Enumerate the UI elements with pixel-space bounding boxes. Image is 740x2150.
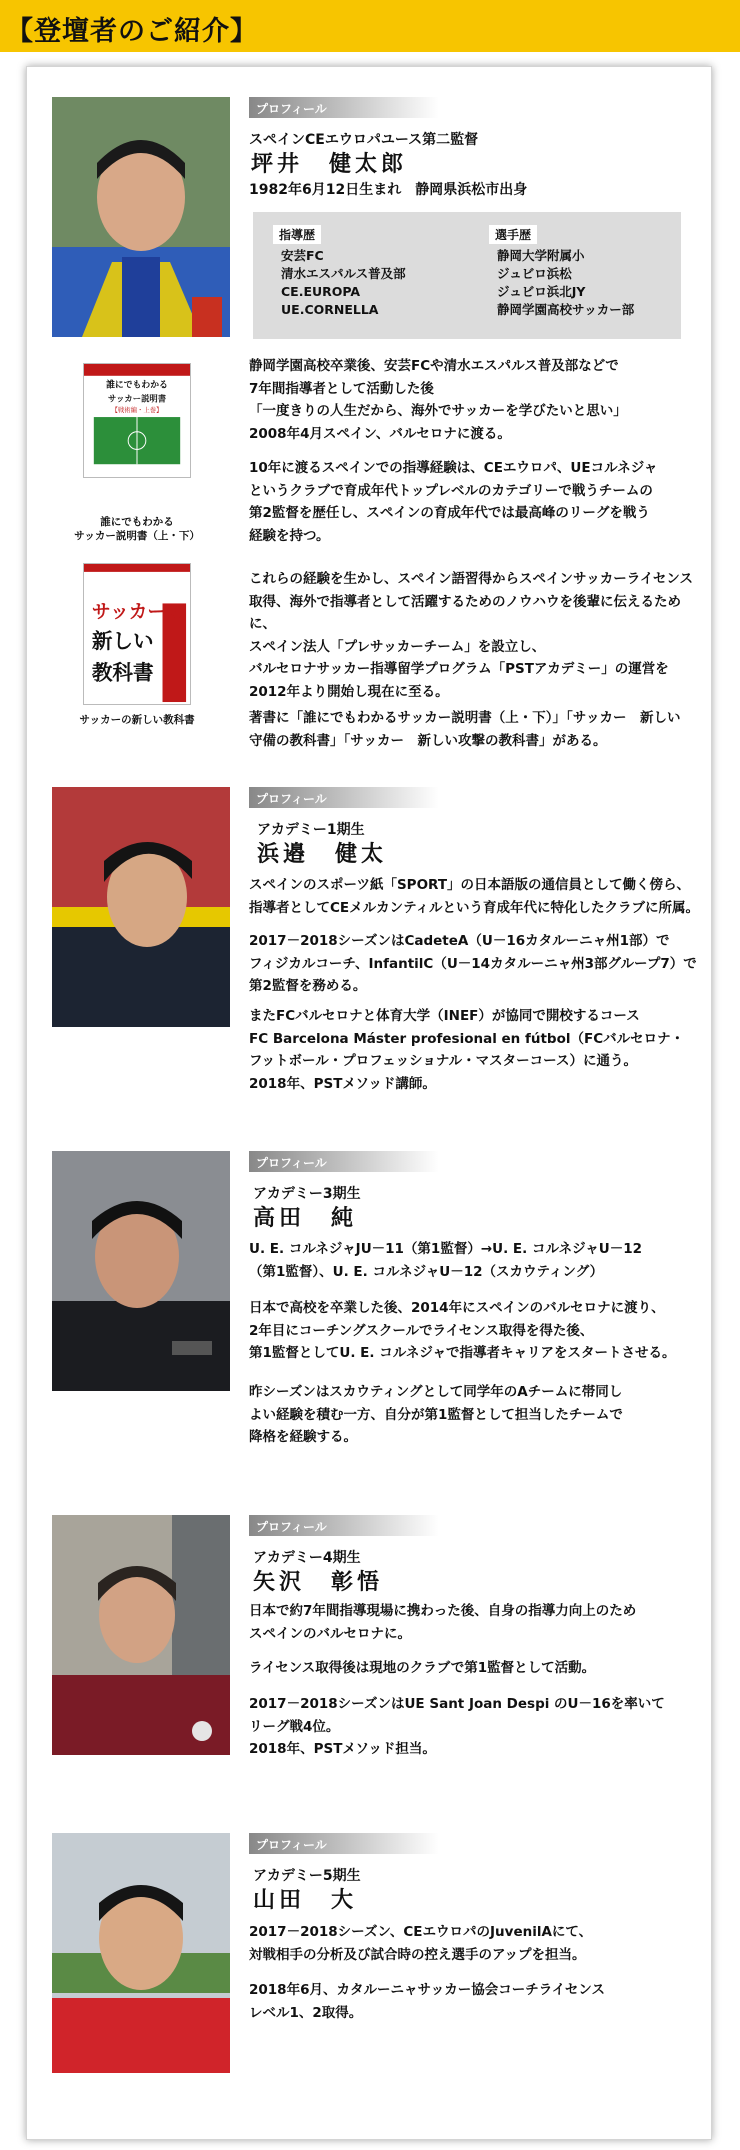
coaching-history xyxy=(273,224,406,319)
book-cover-1 xyxy=(83,363,191,478)
speaker-1-role: スペインCEエウロパユース第二監督 xyxy=(249,132,479,148)
speaker-3-profile-badge: プロフィール xyxy=(249,1151,439,1172)
speaker-4-paragraph: 日本で約7年間指導現場に携わった後、自身の指導力向上のため スペインのバルセロナに。 xyxy=(249,1603,637,1642)
speaker-4-profile-badge: プロフィール xyxy=(249,1515,439,1536)
player-item: ジュビロ浜松 xyxy=(497,266,572,281)
page-header xyxy=(0,0,740,52)
speaker-2-paragraph: スペインのスポーツ紙「SPORT」の日本語版の通信員として働く傍ら、 指導者としてCEメルカンティルという育成年代に特化したクラブに所属。 xyxy=(249,877,700,916)
book-2-caption: サッカーの新しい教科書 xyxy=(79,714,195,726)
player-history-label: 選手歴 xyxy=(489,225,537,244)
player-item: ジュビロ浜北JY xyxy=(497,284,586,299)
player-item: 静岡大学附属小 xyxy=(497,248,585,263)
speaker-4-role: アカデミー4期生 xyxy=(253,1550,361,1566)
speaker-4-paragraph: 2017－2018シーズンはUE Sant Joan Despi のU－16を率いて リーグ戦4位。 2018年、PSTメソッド担当。 xyxy=(249,1696,665,1757)
speaker-panel xyxy=(26,66,712,2140)
speaker-1-paragraph: 10年に渡るスペインでの指導経験は、CEエウロパ、UEコルネジャ というクラブで育成年代トップレベルのカテゴリーで戦うチームの 第2監督を歴任し、スペインの育成年代では最高峰のリーグを戦う 経験を持つ。 xyxy=(249,460,658,544)
book-cover-2 xyxy=(83,563,191,705)
speaker-1-profile-badge: プロフィール xyxy=(249,97,439,118)
book-2-cover-title-a: サッカーの xyxy=(91,602,185,624)
speaker-4-name: 矢沢 彰悟 xyxy=(253,1570,384,1595)
speaker-2-name: 浜邉 健太 xyxy=(257,842,388,867)
book-1-cover-title: 誰にでもわかる xyxy=(106,380,168,391)
coaching-item: UE.CORNELLA xyxy=(281,302,379,317)
speaker-3-name: 高田 純 xyxy=(253,1206,358,1231)
speaker-5-role: アカデミー5期生 xyxy=(253,1868,361,1884)
svg-text:教科書: 教科書 xyxy=(91,660,154,685)
speaker-2-paragraph: 2017－2018シーズンはCadeteA（U－16カタルーニャ州1部）で フィジカルコーチ、InfantilC（U－14カタルーニャ州3部グループ7）で 第2監督を務める。 xyxy=(249,933,697,994)
book-1-cover-sub: サッカー説明書 xyxy=(107,393,167,404)
book-1-cover-note: 【戦術編・上巻】 xyxy=(111,406,163,415)
speaker-1-paragraph: 著書に「誰にでもわかるサッカー説明書（上・下）」「サッカー 新しい 守備の教科書」「サッカー 新しい攻撃の教科書」がある。 xyxy=(249,710,681,749)
player-history xyxy=(489,224,634,319)
page-title: 【登壇者のご紹介】 xyxy=(6,16,258,47)
speaker-5-photo xyxy=(52,1833,230,2073)
player-item: 静岡学園高校サッカー部 xyxy=(497,302,635,317)
coaching-item: 安芸FC xyxy=(281,248,324,263)
speaker-3-paragraph: 日本で高校を卒業した後、2014年にスペインのバルセロナに渡り、 2年目にコーチングスクールでライセンス取得を得た後、 第1監督としてU. E. コルネジャで指導者キャリアをスタートさせる。 xyxy=(249,1300,676,1361)
speaker-2-photo xyxy=(52,787,230,1027)
speaker-5-paragraph: 2017－2018シーズン、CEエウロパのJuvenilAにて、 対戦相手の分析及び試合時の控え選手のアップを担当。 xyxy=(249,1924,593,1963)
speaker-5-paragraph: 2018年6月、カタルーニャサッカー協会コーチライセンス レベル1、2取得。 xyxy=(249,1982,605,2021)
speaker-1-history-box xyxy=(253,212,681,339)
speaker-5-name: 山田 大 xyxy=(253,1888,358,1913)
speaker-3-paragraph: 昨シーズンはスカウティングとして同学年のAチームに帯同し よい経験を積む一方、自分が第1監督として担当したチームで 降格を経験する。 xyxy=(249,1384,623,1445)
book-1-caption: 誰にでもわかる サッカー説明書（上・下） xyxy=(74,516,200,542)
speaker-1-name: 坪井 健太郎 xyxy=(251,152,408,177)
coaching-item: CE.EUROPA xyxy=(281,284,361,299)
svg-text:新しい: 新しい xyxy=(91,628,154,653)
speaker-1-paragraph: 静岡学園高校卒業後、安芸FCや清水エスパルス普及部などで 7年間指導者として活動した後 「一度きりの人生だから、海外でサッカーを学びたいと思い」 2008年4月スペイン、バルセロナに渡る。 xyxy=(249,358,627,442)
speaker-2-paragraph: またFCバルセロナと体育大学（INEF）が協同で開校するコース FC Barcelona Máster profesional en fútbol（FCバルセロナ・ フットボール・プロフェッショナル・マスターコース）に通う。 2018年、PSTメソッド講師。 xyxy=(249,1008,685,1092)
speaker-1-photo xyxy=(52,97,230,337)
speaker-3-photo xyxy=(52,1151,230,1391)
speaker-2-profile-badge: プロフィール xyxy=(249,787,439,808)
speaker-5-profile-badge: プロフィール xyxy=(249,1833,439,1854)
coaching-history-label: 指導歴 xyxy=(273,225,321,244)
speaker-3-role: アカデミー3期生 xyxy=(253,1186,361,1202)
coaching-item: 清水エスパルス普及部 xyxy=(281,266,406,281)
speaker-3-paragraph: U. E. コルネジャJU－11（第1監督）→U. E. コルネジャU－12 （第1監督）、U. E. コルネジャU－12（スカウティング） xyxy=(249,1241,643,1280)
speaker-4-paragraph: ライセンス取得後は現地のクラブで第1監督として活動。 xyxy=(249,1660,596,1676)
speaker-2-role: アカデミー1期生 xyxy=(257,822,365,838)
speaker-4-photo xyxy=(52,1515,230,1755)
speaker-1-birth: 1982年6月12日生まれ 静岡県浜松市出身 xyxy=(249,182,528,198)
speaker-1-paragraph: これらの経験を生かし、スペイン語習得からスペインサッカーライセンス 取得、海外で指導者として活躍するためのノウハウを後輩に伝えるために、 スペイン法人「プレサッカーチーム」を設立し、 バルセロナサッカー指導留学プログラム「PSTアカデミー」の運営を 2012年より開始し現在に至る。 xyxy=(249,571,694,700)
